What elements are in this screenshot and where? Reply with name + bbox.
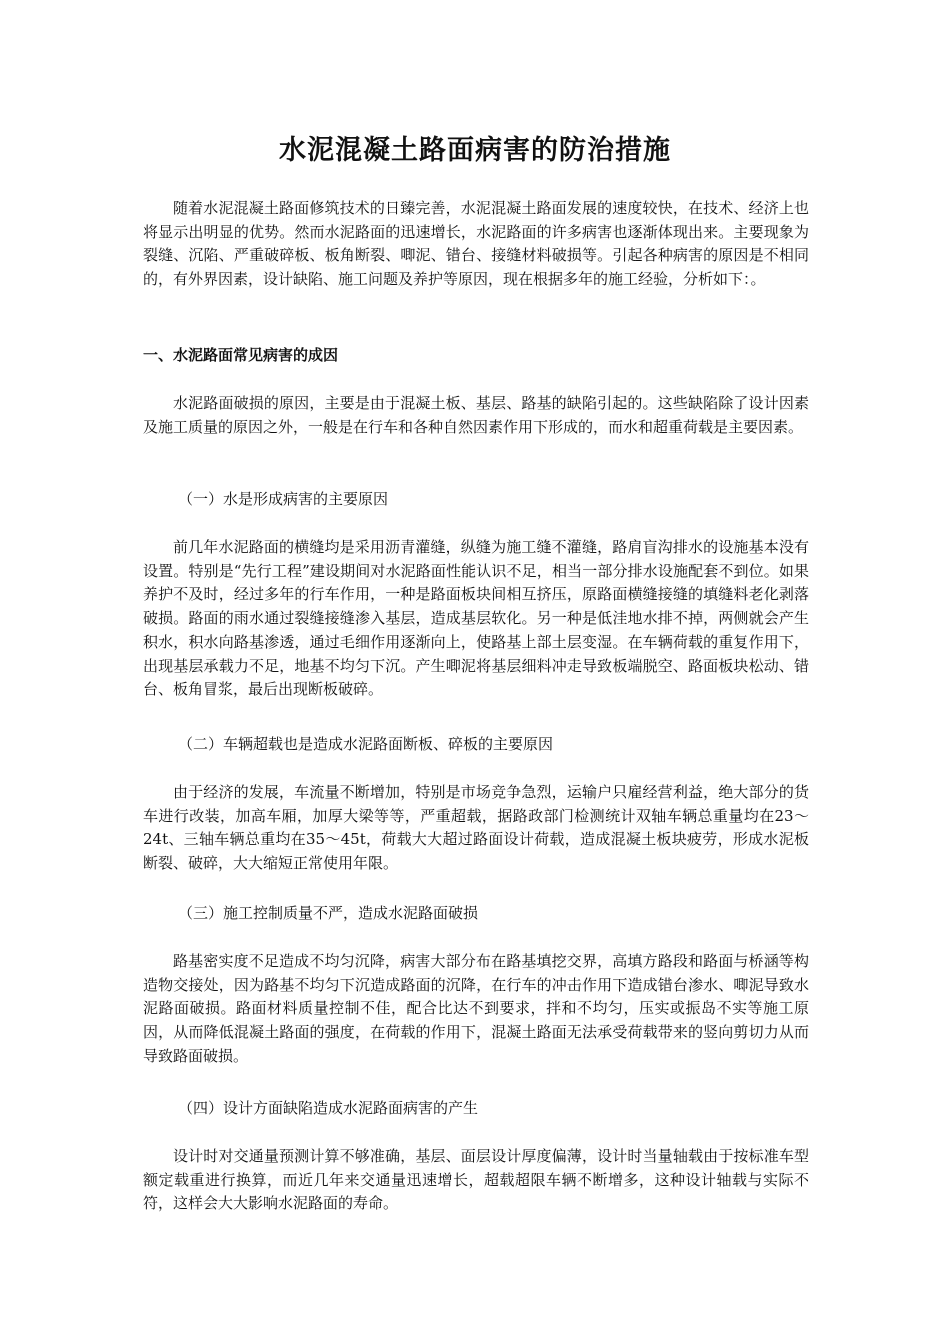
subsection-construction-paragraph: 路基密实度不足造成不均匀沉降，病害大部分布在路基填挖交界，高填方路段和路面与桥涵等构造物交接处，因为路基不均匀下沉造成路面的沉降，在行车的冲击作用下造成错台渗水、唧泥导致水泥路面破损。路面材料质量控制不佳，配合比达不到要求，拌和不均匀，压实或振岛不实等施工原因，从而降低混凝土路面的强度，在荷载的作用下，混凝土路面无法承受荷载带来的竖向剪切力从而导致路面破损。	[143, 952, 809, 1065]
subsection-heading-water: （一）水是形成病害的主要原因	[178, 490, 389, 508]
subsection-heading-design: （四）设计方面缺陷造成水泥路面病害的产生	[178, 1099, 479, 1117]
section-causes-paragraph: 水泥路面破损的原因，主要是由于混凝土板、基层、路基的缺陷引起的。这些缺陷除了设计因素及施工质量的原因之外，一般是在行车和各种自然因素作用下形成的，而水和超重荷载是主要因素。	[143, 394, 809, 436]
subsection-heading-overload: （二）车辆超载也是造成水泥路面断板、碎板的主要原因	[178, 735, 554, 753]
section-heading-causes: 一、水泥路面常见病害的成因	[143, 346, 339, 364]
subsection-heading-construction: （三）施工控制质量不严，造成水泥路面破损	[178, 904, 479, 922]
subsection-design-paragraph: 设计时对交通量预测计算不够准确，基层、面层设计厚度偏薄，设计时当量轴载由于按标准车型额定载重进行换算，而近几年来交通量迅速增长，超载超限车辆不断增多，这种设计轴载与实际不符，这样会大大影响水泥路面的寿命。	[143, 1147, 809, 1213]
subsection-water-paragraph: 前几年水泥路面的横缝均是采用沥青灌缝，纵缝为施工缝不灌缝，路肩盲沟排水的设施基本没有设置。特别是“先行工程”建设期间对水泥路面性能认识不足，相当一部分排水设施配套不到位。如果养护不及时，经过多年的行车作用，一种是路面板块间相互挤压，原路面横缝接缝的填缝料老化剥落破损。路面的雨水通过裂缝接缝渗入基层，造成基层软化。另一种是低洼地水排不掉，两侧就会产生积水，积水向路基渗透，通过毛细作用逐渐向上，使路基上部土层变湿。在车辆荷载的重复作用下，出现基层承载力不足，地基不均匀下沉。产生唧泥将基层细料冲走导致板端脱空、路面板块松动、错台、板角冒浆，最后出现断板破碎。	[143, 538, 809, 699]
intro-paragraph: 随着水泥混凝土路面修筑技术的日臻完善，水泥混凝土路面发展的速度较快，在技术、经济上也将显示出明显的优势。然而水泥路面的迅速增长，水泥路面的许多病害也逐渐体现出来。主要现象为裂缝、沉陷、严重破碎板、板角断裂、唧泥、错台、接缝材料破损等。引起各种病害的原因是不相同的，有外界因素，设计缺陷、施工问题及养护等原因，现在根据多年的施工经验，分析如下：。	[143, 199, 809, 289]
subsection-overload-paragraph: 由于经济的发展，车流量不断增加，特别是市场竞争急烈，运输户只雇经营利益，绝大部分的货车进行改装，加高车厢，加厚大梁等等，严重超载，据路政部门检测统计双轴车辆总重量均在23～24t、三轴车辆总重均在35～45t，荷载大大超过路面设计荷载，造成混凝土板块疲劳，形成水泥板断裂、破碎，大大缩短正常使用年限。	[143, 783, 809, 873]
document-title: 水泥混凝土路面病害的防治措施	[279, 135, 671, 166]
